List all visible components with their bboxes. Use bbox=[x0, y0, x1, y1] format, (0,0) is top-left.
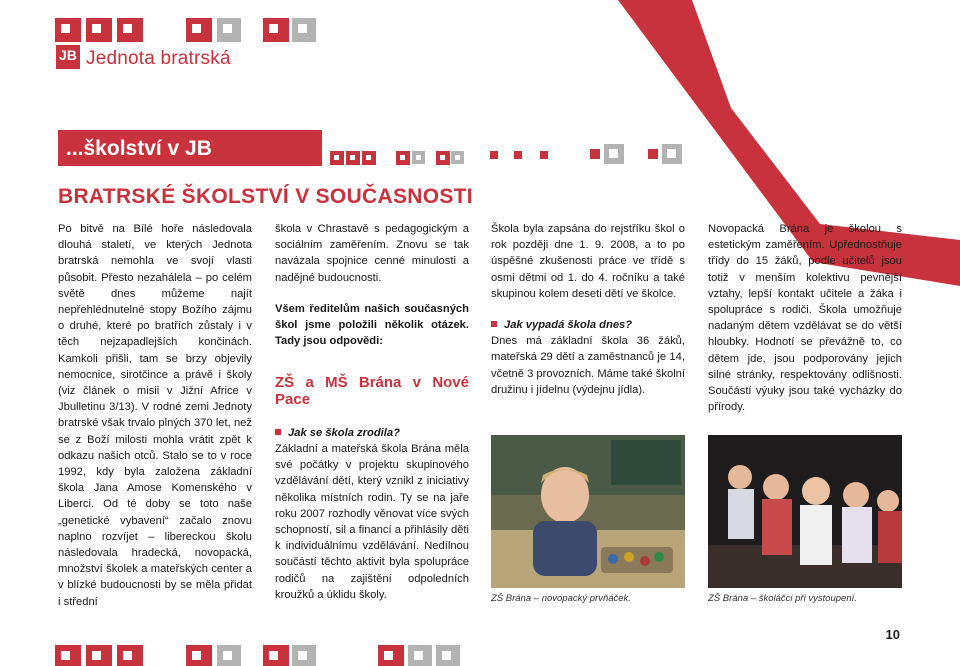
column-2 bbox=[275, 221, 469, 603]
question-today: Jak vypadá škola dnes? bbox=[491, 317, 685, 333]
column-4-text: Novopacká Brána je školou s estetickým zaměřením. Upřednostňuje třídy do 15 žáků, podle učitelů jsou totiž v menším kolektivu pevnější vztahy, lepší kontakt učitele a žáka i spolupráce s rodiči. Škola umožňuje nadaným dětem vzdělávat se do větší hloubky. Hodnotí se převážně to, co dětem jde, jsou podporovány jejich silné stránky, respektovány odlišnosti. Součástí výuky jsou také vycházky do přírody. bbox=[708, 223, 902, 414]
column-2-text: škola v Chrastavě s pedagogickým a sociálním zaměřením. Znovu se tak navázala spojnice cenné minulosti a nadějné budoucnosti. bbox=[275, 223, 469, 284]
section-banner-text: ...školství v JB bbox=[66, 137, 212, 160]
photo-first-grader bbox=[491, 435, 685, 588]
photo-first-grader-caption: ZŠ Brána – novopacký prvňáček. bbox=[491, 593, 631, 604]
logo-mark: JB bbox=[56, 45, 80, 69]
column-3 bbox=[491, 221, 685, 398]
photo-performance bbox=[708, 435, 902, 588]
page-number: 10 bbox=[885, 627, 900, 642]
answer-today: Dnes má základní škola 36 žáků, mateřská 29 dětí a zaměstnanců je 14, včetně 3 provozních. Máme také školní družinu i jídelnu (výdejnu jídla). bbox=[491, 335, 686, 396]
photo-performance-caption: ZŠ Brána – školáčci při vystoupení. bbox=[708, 593, 857, 604]
question-founding: Jak se škola zrodila? bbox=[275, 425, 469, 441]
school-subhead: ZŠ a MŠ Brána v Nové Pace bbox=[275, 374, 469, 408]
logo-name: Jednota bratrská bbox=[86, 48, 231, 69]
column-1 bbox=[58, 221, 252, 610]
column-1-text: Po bitvě na Bílé hoře následovala dlouhá staletí, ve kterých Jednota bratrská nemohla ve svojí vlasti působit. Přesto nezahálela – po celém světě dnes můžeme najít nepřehlédnutelné stopy Božího zájmu o druhé, které po bratřích zůstaly i v těch nejzapadlejších končinách. Kamkoli přišli, tam se brzy objevily nemocnice, sirotčince a právě i školy (viz článek o misii v Jižní Africe v Jbulletinu 3/13). V rodné zemi Jednoty bratrské však trvalo plných 370 let, než se z Boží milosti mohla vrátit zpět k odkazu našich otců. Stalo se to v roce 1992, kdy byla založena základní škola Jana Amose Komenského v Liberci. Od té doby se toto naše „genetické vybavení“ začalo znovu naplno rozvíjet – libereckou školu následovala hradecká, novopacká, množství školek a mateřských center a v blízké budoucnosti by se měla přidat i střední bbox=[58, 223, 252, 608]
article-headline: BRATRSKÉ ŠKOLSTVÍ V SOUČASNOSTI bbox=[58, 185, 473, 208]
answer-founding: Základní a mateřská škola Brána měla své počátky v projektu skupinového vzdělávání dětí, který vznikl z iniciativy několika místních rodin. Ty se na jaře roku 2007 rozhodly věnovat více svých schopností, sil a financí a přihlásily děti k individuálnímu vzdělávání. Nedílnou součástí těchto aktivit byla spolupráce rodičů na zajištění odpoledních kroužků a úklidu školy. bbox=[275, 443, 469, 601]
column-4 bbox=[708, 221, 902, 415]
column-3-text: Škola byla zapsána do rejstříku škol o rok později dne 1. 9. 2008, a to po úspěšné zkušenosti práce ve třídě s osmi dětmi od 1. do 4. ročníku a také skupinou kolem deseti dětí ve školce. bbox=[491, 223, 685, 300]
interview-intro: Všem ředitelům našich současných škol jsme položili několik otázek. Tady jsou odpovědi: bbox=[275, 302, 469, 348]
